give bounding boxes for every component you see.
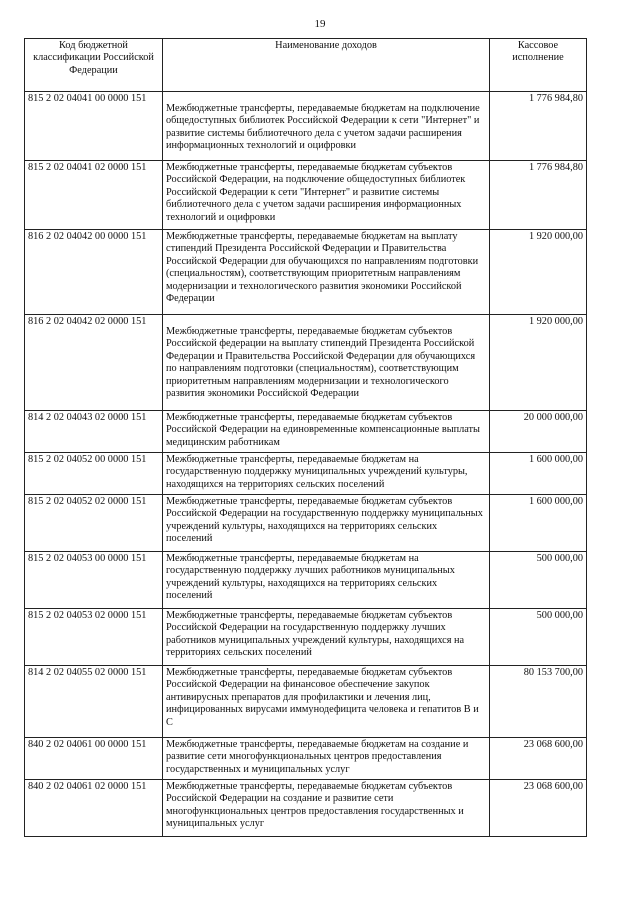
row-name-text: Межбюджетные трансферты, передаваемые бюджетам субъектов Российской Федерации на государственную поддержку лучших работников муниципальных учреждений культуры, находящихся на территориях сельских поселений bbox=[166, 610, 465, 659]
row-name bbox=[163, 315, 490, 411]
table-row bbox=[25, 230, 587, 315]
row-code: 815 2 02 04052 00 0000 151 bbox=[25, 453, 163, 495]
table-row bbox=[25, 92, 587, 161]
header-amount: Кассовое исполнение bbox=[490, 39, 587, 92]
row-code: 815 2 02 04041 02 0000 151 bbox=[25, 161, 163, 230]
row-name-text: Межбюджетные трансферты, передаваемые бюджетам на подключение общедоступных библиотек Российской Федерации к сети "Интернет" и развитие системы библиотечного дела с учетом задачи расширения информационных технологий и оцифровки bbox=[166, 103, 480, 152]
row-code: 816 2 02 04042 02 0000 151 bbox=[25, 315, 163, 411]
row-name-text: Межбюджетные трансферты, передаваемые бюджетам субъектов Российской Федерации на единовременные компенсационные выплаты медицинским работникам bbox=[166, 412, 480, 448]
table-row bbox=[25, 495, 587, 552]
row-name-text: Межбюджетные трансферты, передаваемые бюджетам на создание и развитие сети многофункциональных центров предоставления государственных и муниципальных услуг bbox=[166, 739, 469, 775]
row-name bbox=[163, 161, 490, 230]
row-amount: 500 000,00 bbox=[490, 552, 587, 609]
row-code: 840 2 02 04061 00 0000 151 bbox=[25, 738, 163, 780]
revenue-table bbox=[24, 38, 587, 837]
row-code: 816 2 02 04042 00 0000 151 bbox=[25, 230, 163, 315]
table-header-row bbox=[25, 39, 587, 92]
table-row bbox=[25, 780, 587, 837]
row-name bbox=[163, 666, 490, 738]
row-name bbox=[163, 780, 490, 837]
row-name bbox=[163, 495, 490, 552]
table-row bbox=[25, 666, 587, 738]
table-row bbox=[25, 411, 587, 453]
row-code: 815 2 02 04041 00 0000 151 bbox=[25, 92, 163, 161]
table-body bbox=[25, 92, 587, 837]
row-code: 814 2 02 04043 02 0000 151 bbox=[25, 411, 163, 453]
row-amount: 1 600 000,00 bbox=[490, 495, 587, 552]
row-name-text: Межбюджетные трансферты, передаваемые бюджетам на государственную поддержку лучших работников муниципальных учреждений культуры, находящихся на территориях сельских поселений bbox=[166, 553, 455, 602]
row-amount: 1 776 984,80 bbox=[490, 161, 587, 230]
header-name: Наименование доходов bbox=[163, 39, 490, 92]
row-name-text: Межбюджетные трансферты, передаваемые бюджетам субъектов Российской Федерации на финансовое обеспечение закупок антивирусных препаратов для профилактики и лечения лиц, инфицированных вирусами иммунодефицита человека и гепатитов В и С bbox=[166, 667, 479, 728]
row-amount: 1 600 000,00 bbox=[490, 453, 587, 495]
row-code: 814 2 02 04055 02 0000 151 bbox=[25, 666, 163, 738]
page-number: 19 bbox=[314, 18, 326, 30]
row-amount: 1 920 000,00 bbox=[490, 230, 587, 315]
row-code: 815 2 02 04053 00 0000 151 bbox=[25, 552, 163, 609]
row-name bbox=[163, 609, 490, 666]
row-code: 815 2 02 04053 02 0000 151 bbox=[25, 609, 163, 666]
table-row bbox=[25, 161, 587, 230]
row-name-text: Межбюджетные трансферты, передаваемые бюджетам на выплату стипендий Президента Российской Федерации и Правительства Российской Федерации для обучающихся по направлениям подготовки (специальностям), соответствующим приоритетным направлениям модернизации и технологического развития экономики Российской Федерации bbox=[166, 231, 479, 305]
table-row bbox=[25, 609, 587, 666]
row-code: 815 2 02 04052 02 0000 151 bbox=[25, 495, 163, 552]
header-code: Код бюджетной классификации Российской Федерации bbox=[25, 39, 163, 92]
row-name-text: Межбюджетные трансферты, передаваемые бюджетам субъектов Российской Федерации, на подключение общедоступных библиотек Российской Федерации к сети "Интернет" и развитие системы библиотечного дела с учетом задачи расширения информационных технологий и оцифровки bbox=[166, 162, 466, 223]
row-amount: 1 920 000,00 bbox=[490, 315, 587, 411]
table-row bbox=[25, 315, 587, 411]
table-row bbox=[25, 453, 587, 495]
row-amount: 500 000,00 bbox=[490, 609, 587, 666]
row-name bbox=[163, 92, 490, 161]
table-row bbox=[25, 552, 587, 609]
row-amount: 23 068 600,00 bbox=[490, 780, 587, 837]
row-name bbox=[163, 738, 490, 780]
row-name bbox=[163, 453, 490, 495]
row-amount: 20 000 000,00 bbox=[490, 411, 587, 453]
row-name bbox=[163, 552, 490, 609]
row-amount: 1 776 984,80 bbox=[490, 92, 587, 161]
row-name-text: Межбюджетные трансферты, передаваемые бюджетам субъектов Российской Федерации на создание и развитие сети многофункциональных центров предоставления государственных и муниципальных услуг bbox=[166, 781, 464, 830]
row-amount: 80 153 700,00 bbox=[490, 666, 587, 738]
row-name-text: Межбюджетные трансферты, передаваемые бюджетам на государственную поддержку муниципальных учреждений культуры, находящихся на территориях сельских поселений bbox=[166, 454, 468, 490]
row-name bbox=[163, 411, 490, 453]
row-name-text: Межбюджетные трансферты, передаваемые бюджетам субъектов Российской Федерации на государственную поддержку муниципальных учреждений культуры, находящихся на территориях сельских поселений bbox=[166, 496, 483, 545]
row-name bbox=[163, 230, 490, 315]
row-amount: 23 068 600,00 bbox=[490, 738, 587, 780]
row-code: 840 2 02 04061 02 0000 151 bbox=[25, 780, 163, 837]
table-row bbox=[25, 738, 587, 780]
row-name-text: Межбюджетные трансферты, передаваемые бюджетам субъектов Российской федерации на выплату стипендий Президента Российской Федерации и Правительства Российской Федерации для обучающихся по направлениям подготовки (специальностям), соответствующим приоритетным направлениям модернизации и технологического развития экономики Российской Федерации bbox=[166, 326, 476, 400]
table-header bbox=[25, 39, 587, 92]
